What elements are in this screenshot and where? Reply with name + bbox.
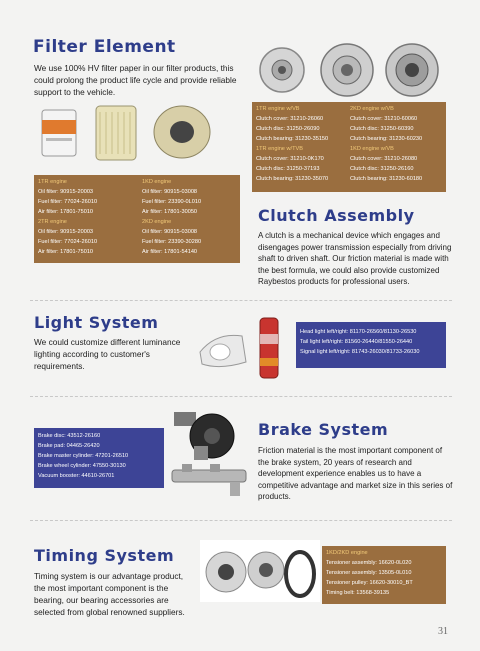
spec-heading: 1KD engine w/VB <box>350 146 394 152</box>
spec-line: Vacuum booster: 44610-26701 <box>38 473 115 479</box>
spec-line: Clutch bearing: 31230-35070 <box>256 176 329 182</box>
section-divider <box>30 520 452 521</box>
filter-title: Filter Element <box>33 37 176 57</box>
spec-line: Head light left/right: 81170-26560/81130-26530 <box>300 329 417 335</box>
spec-line: Clutch bearing: 31230-60230 <box>350 136 423 142</box>
spec-line: Fuel filter: 23390-30280 <box>142 239 202 245</box>
filter-photos <box>34 102 214 164</box>
spec-line: Signal light left/right: 81743-26030/81733-26030 <box>300 349 420 355</box>
spec-line: Tensioner pulley: 16620-30010_BT <box>326 580 413 586</box>
spec-heading: 1TR engine w/VB <box>256 106 300 112</box>
spec-line: Brake wheel cylinder: 47550-30130 <box>38 463 126 469</box>
page-number: 31 <box>438 626 448 637</box>
light-photos <box>196 312 294 384</box>
light-spec-box <box>296 322 446 368</box>
spec-line: Clutch cover: 31210-60060 <box>350 116 418 122</box>
spec-line: Clutch cover: 31210-0K170 <box>256 156 324 162</box>
spec-heading: 1TR engine <box>38 179 67 185</box>
light-description: We could customize different luminance lighting according to customer's requirements. <box>34 337 181 371</box>
spec-line: Tail light left/right: 81560-26440/81550-26440 <box>300 339 413 345</box>
timing-parts-illustration <box>200 540 320 602</box>
spec-line: Tensioner assembly: 13505-0L010 <box>326 570 412 576</box>
clutch-photos <box>252 40 442 100</box>
spec-line: Brake disc: 43512-26160 <box>38 433 101 439</box>
spec-line: Oil filter: 90915-20003 <box>38 229 94 235</box>
spec-line: Air filter: 17801-54140 <box>142 249 198 255</box>
filter-spec-box <box>34 175 240 263</box>
spec-line: Air filter: 17801-30050 <box>142 209 198 215</box>
spec-heading: 2KD engine w/VB <box>350 106 394 112</box>
spec-line: Air filter: 17801-75010 <box>38 209 94 215</box>
clutch-description: A clutch is a mechanical device which engages and disengages power transmission especially from driving shaft to driven shaft. Our friction material is made with the best formula, we could also provide customized Raybestos products for professional users. <box>258 231 452 287</box>
brake-title: Brake System <box>258 420 389 439</box>
spec-line: Brake pad: 04465-26420 <box>38 443 100 449</box>
spec-line: Clutch cover: 31210-26060 <box>256 116 324 122</box>
spec-line: Clutch bearing: 31230-35150 <box>256 136 329 142</box>
filter-description: We use 100% HV filter paper in our filter products, this could prolong the product life cycle and provide reliable support to the vehicle. <box>34 63 237 97</box>
spec-line: Clutch disc: 31250-26090 <box>256 126 320 132</box>
filter-parts-illustration <box>34 102 214 164</box>
spec-line: Oil filter: 90915-03008 <box>142 189 198 195</box>
timing-photos <box>200 540 320 602</box>
timing-description: Timing system is our advantage product, the most important component is the bearing, our bearing accessories are selected from global renowned suppliers. <box>34 571 185 617</box>
section-divider <box>30 300 452 301</box>
spec-line: Tensioner assembly: 16620-0L020 <box>326 560 412 566</box>
brake-photos <box>164 406 252 504</box>
filter-spec-right <box>142 177 201 257</box>
spec-line: Clutch disc: 31250-37193 <box>256 166 320 172</box>
clutch-parts-illustration <box>252 40 442 100</box>
spec-heading: 2KD engine <box>142 219 172 225</box>
spec-line: Fuel filter: 77024-26010 <box>38 199 98 205</box>
section-divider <box>30 396 452 397</box>
spec-heading: 1TR engine w/TVB <box>256 146 303 152</box>
light-parts-illustration <box>196 312 294 384</box>
spec-heading: 2TR engine <box>38 219 67 225</box>
clutch-title: Clutch Assembly <box>258 206 415 225</box>
light-title: Light System <box>34 313 159 332</box>
spec-line: Clutch cover: 31210-26080 <box>350 156 418 162</box>
spec-line: Oil filter: 90915-20003 <box>38 189 94 195</box>
spec-line: Clutch disc: 31250-26160 <box>350 166 414 172</box>
timing-spec-box <box>322 546 446 604</box>
spec-line: Fuel filter: 77024-26010 <box>38 239 98 245</box>
spec-line: Oil filter: 90915-03008 <box>142 229 198 235</box>
brake-description: Friction material is the most important component of the brake system, 20 years of research and development experience enables us to have a competitive advantage and market size in this series of products. <box>258 446 453 502</box>
brake-parts-illustration <box>164 406 252 504</box>
spec-line: Clutch bearing: 31230-60180 <box>350 176 423 182</box>
spec-line: Air filter: 17801-75010 <box>38 249 94 255</box>
spec-heading: 1KD engine <box>142 179 172 185</box>
filter-spec-left <box>38 177 97 257</box>
clutch-spec-right <box>350 104 422 184</box>
clutch-spec-left <box>256 104 328 184</box>
spec-heading: 1KD/2KD engine <box>326 550 368 556</box>
timing-title: Timing System <box>34 546 175 565</box>
clutch-spec-box <box>252 102 446 192</box>
spec-line: Fuel filter: 23390-0L010 <box>142 199 202 205</box>
spec-line: Timing belt: 13568-39135 <box>326 590 390 596</box>
brake-spec-box <box>34 428 164 488</box>
spec-line: Brake master cylinder: 47201-26510 <box>38 453 129 459</box>
spec-line: Clutch disc: 31250-60390 <box>350 126 414 132</box>
